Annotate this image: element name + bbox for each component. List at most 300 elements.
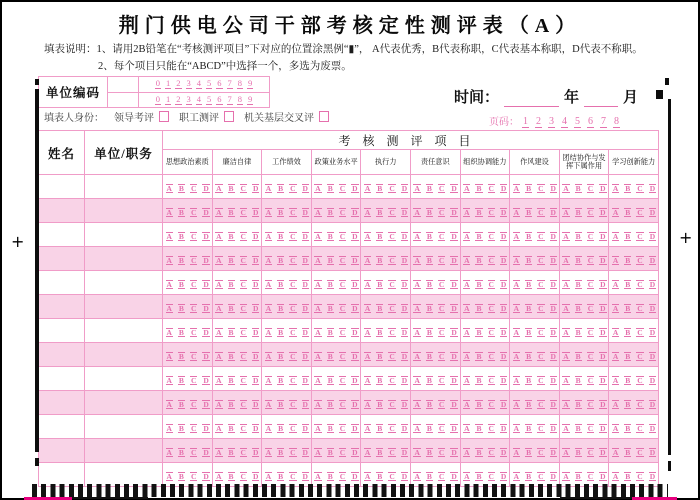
bubble-option-b[interactable]: B: [377, 255, 383, 265]
bubble-option-a[interactable]: A: [612, 423, 619, 433]
bubble-option-d[interactable]: D: [500, 303, 507, 313]
page-number-digit[interactable]: 5: [575, 116, 580, 127]
bubble-option-c[interactable]: C: [587, 471, 594, 481]
unit-code-digit[interactable]: 8: [237, 93, 242, 104]
bubble-option-b[interactable]: B: [526, 303, 532, 313]
bubble-option-c[interactable]: C: [538, 423, 544, 433]
unit-code-digit[interactable]: 2: [176, 93, 181, 104]
name-cell[interactable]: [39, 175, 85, 199]
bubble-option-c[interactable]: C: [488, 471, 494, 481]
unit-cell[interactable]: [85, 415, 163, 439]
bubble-option-b[interactable]: B: [575, 183, 581, 193]
bubble-option-b[interactable]: B: [575, 375, 581, 385]
bubble-option-c[interactable]: C: [190, 399, 197, 409]
bubble-option-c[interactable]: C: [488, 351, 494, 361]
bubble-option-c[interactable]: C: [290, 303, 296, 313]
bubble-option-a[interactable]: A: [563, 207, 569, 217]
bubble-option-d[interactable]: D: [252, 231, 259, 241]
bubble-option-d[interactable]: D: [252, 327, 259, 337]
bubble-option-d[interactable]: D: [203, 375, 209, 385]
bubble-option-a[interactable]: A: [414, 231, 420, 241]
bubble-option-a[interactable]: A: [612, 303, 619, 313]
bubble-option-b[interactable]: B: [625, 471, 631, 481]
bubble-option-d[interactable]: D: [451, 375, 457, 385]
bubble-option-c[interactable]: C: [339, 183, 346, 193]
bubble-option-d[interactable]: D: [302, 255, 308, 265]
bubble-option-c[interactable]: C: [290, 375, 296, 385]
bubble-option-c[interactable]: C: [240, 207, 246, 217]
bubble-option-c[interactable]: C: [438, 255, 445, 265]
bubble-option-b[interactable]: B: [575, 231, 581, 241]
unit-code-digit[interactable]: 0: [155, 78, 160, 89]
unit-code-digit[interactable]: 7: [227, 78, 232, 89]
bubble-option-a[interactable]: A: [315, 351, 321, 361]
bubble-option-b[interactable]: B: [575, 207, 581, 217]
bubble-option-c[interactable]: C: [488, 255, 494, 265]
bubble-option-a[interactable]: A: [414, 183, 420, 193]
bubble-option-b[interactable]: B: [426, 279, 432, 289]
bubble-option-c[interactable]: C: [587, 207, 594, 217]
bubble-option-d[interactable]: D: [401, 279, 408, 289]
bubble-option-c[interactable]: C: [637, 207, 643, 217]
bubble-option-c[interactable]: C: [587, 447, 594, 457]
bubble-option-a[interactable]: A: [364, 183, 371, 193]
bubble-option-c[interactable]: C: [389, 423, 395, 433]
bubble-option-b[interactable]: B: [625, 327, 631, 337]
bubble-option-d[interactable]: D: [451, 327, 457, 337]
unit-code-digit[interactable]: 3: [186, 93, 191, 104]
bubble-option-c[interactable]: C: [389, 399, 395, 409]
bubble-option-a[interactable]: A: [315, 471, 321, 481]
unit-code-digit[interactable]: 6: [217, 78, 222, 89]
bubble-option-c[interactable]: C: [587, 375, 594, 385]
bubble-option-d[interactable]: D: [252, 471, 259, 481]
bubble-option-a[interactable]: A: [414, 471, 420, 481]
bubble-option-b[interactable]: B: [426, 207, 432, 217]
bubble-option-c[interactable]: C: [587, 183, 594, 193]
bubble-option-b[interactable]: B: [476, 255, 482, 265]
bubble-option-c[interactable]: C: [438, 279, 445, 289]
bubble-option-a[interactable]: A: [513, 471, 520, 481]
bubble-option-c[interactable]: C: [290, 351, 296, 361]
bubble-option-c[interactable]: C: [637, 303, 643, 313]
bubble-option-a[interactable]: A: [265, 423, 272, 433]
bubble-option-b[interactable]: B: [377, 399, 383, 409]
bubble-option-d[interactable]: D: [302, 447, 308, 457]
filler-option-checkbox[interactable]: [159, 111, 169, 122]
bubble-option-c[interactable]: C: [637, 447, 643, 457]
bubble-option-a[interactable]: A: [315, 327, 321, 337]
bubble-option-a[interactable]: A: [265, 279, 272, 289]
bubble-option-d[interactable]: D: [302, 423, 308, 433]
bubble-option-a[interactable]: A: [315, 447, 321, 457]
bubble-option-b[interactable]: B: [426, 351, 432, 361]
bubble-option-c[interactable]: C: [339, 351, 346, 361]
bubble-option-b[interactable]: B: [625, 399, 631, 409]
bubble-option-a[interactable]: A: [612, 207, 619, 217]
bubble-option-d[interactable]: D: [451, 447, 457, 457]
bubble-option-d[interactable]: D: [302, 327, 308, 337]
unit-cell[interactable]: [85, 199, 163, 223]
bubble-option-b[interactable]: B: [625, 231, 631, 241]
bubble-option-c[interactable]: C: [190, 255, 197, 265]
bubble-option-a[interactable]: A: [364, 375, 371, 385]
bubble-option-c[interactable]: C: [290, 231, 296, 241]
bubble-option-c[interactable]: C: [240, 471, 246, 481]
bubble-option-a[interactable]: A: [166, 327, 172, 337]
bubble-option-b[interactable]: B: [178, 423, 184, 433]
bubble-option-b[interactable]: B: [228, 327, 234, 337]
bubble-option-b[interactable]: B: [327, 351, 333, 361]
bubble-option-c[interactable]: C: [488, 303, 494, 313]
bubble-option-c[interactable]: C: [389, 471, 395, 481]
bubble-option-d[interactable]: D: [500, 279, 507, 289]
bubble-option-d[interactable]: D: [649, 255, 656, 265]
bubble-option-d[interactable]: D: [203, 447, 209, 457]
bubble-option-b[interactable]: B: [178, 351, 184, 361]
bubble-option-b[interactable]: B: [228, 231, 234, 241]
page-number-digit[interactable]: 6: [588, 116, 593, 127]
bubble-option-d[interactable]: D: [352, 399, 358, 409]
bubble-option-b[interactable]: B: [377, 303, 383, 313]
bubble-option-b[interactable]: B: [625, 447, 631, 457]
bubble-option-d[interactable]: D: [550, 231, 556, 241]
bubble-option-a[interactable]: A: [513, 327, 520, 337]
bubble-option-c[interactable]: C: [488, 231, 494, 241]
bubble-option-c[interactable]: C: [240, 279, 246, 289]
bubble-option-b[interactable]: B: [625, 279, 631, 289]
bubble-option-d[interactable]: D: [500, 471, 507, 481]
bubble-option-b[interactable]: B: [327, 471, 333, 481]
bubble-option-b[interactable]: B: [426, 255, 432, 265]
bubble-option-b[interactable]: B: [377, 231, 383, 241]
bubble-option-d[interactable]: D: [401, 423, 408, 433]
name-cell[interactable]: [39, 343, 85, 367]
bubble-option-c[interactable]: C: [339, 375, 346, 385]
unit-code-digit[interactable]: 9: [248, 78, 253, 89]
bubble-option-d[interactable]: D: [401, 207, 408, 217]
bubble-option-c[interactable]: C: [290, 183, 296, 193]
bubble-option-c[interactable]: C: [438, 471, 445, 481]
name-cell[interactable]: [39, 271, 85, 295]
bubble-option-b[interactable]: B: [327, 303, 333, 313]
page-number-digit[interactable]: 1: [523, 116, 528, 127]
bubble-option-d[interactable]: D: [302, 207, 308, 217]
bubble-option-b[interactable]: B: [278, 255, 284, 265]
bubble-option-b[interactable]: B: [575, 303, 581, 313]
bubble-option-a[interactable]: A: [513, 255, 520, 265]
bubble-option-a[interactable]: A: [513, 207, 520, 217]
bubble-option-b[interactable]: B: [476, 471, 482, 481]
bubble-option-c[interactable]: C: [637, 399, 643, 409]
bubble-option-a[interactable]: A: [612, 471, 619, 481]
bubble-option-d[interactable]: D: [252, 279, 259, 289]
bubble-option-a[interactable]: A: [612, 279, 619, 289]
bubble-option-a[interactable]: A: [216, 207, 222, 217]
bubble-option-c[interactable]: C: [339, 255, 346, 265]
bubble-option-a[interactable]: A: [563, 399, 569, 409]
bubble-option-b[interactable]: B: [327, 255, 333, 265]
bubble-option-a[interactable]: A: [464, 303, 470, 313]
unit-code-write-in[interactable]: [108, 77, 139, 107]
bubble-option-d[interactable]: D: [352, 207, 358, 217]
bubble-option-a[interactable]: A: [464, 255, 470, 265]
bubble-option-b[interactable]: B: [476, 399, 482, 409]
bubble-option-b[interactable]: B: [228, 447, 234, 457]
bubble-option-b[interactable]: B: [526, 399, 532, 409]
bubble-option-c[interactable]: C: [587, 327, 594, 337]
bubble-option-d[interactable]: D: [550, 375, 556, 385]
bubble-option-d[interactable]: D: [500, 327, 507, 337]
bubble-option-a[interactable]: A: [166, 399, 172, 409]
bubble-option-c[interactable]: C: [538, 207, 544, 217]
bubble-option-a[interactable]: A: [315, 231, 321, 241]
bubble-option-a[interactable]: A: [166, 471, 172, 481]
bubble-option-a[interactable]: A: [216, 351, 222, 361]
name-cell[interactable]: [39, 463, 85, 487]
bubble-option-d[interactable]: D: [352, 327, 358, 337]
bubble-option-c[interactable]: C: [389, 255, 395, 265]
bubble-option-c[interactable]: C: [438, 423, 445, 433]
bubble-option-a[interactable]: A: [464, 447, 470, 457]
bubble-option-d[interactable]: D: [600, 207, 606, 217]
bubble-option-c[interactable]: C: [637, 471, 643, 481]
bubble-option-b[interactable]: B: [526, 183, 532, 193]
bubble-option-b[interactable]: B: [426, 471, 432, 481]
month-input-line[interactable]: [584, 91, 618, 107]
bubble-option-b[interactable]: B: [178, 231, 184, 241]
bubble-option-b[interactable]: B: [178, 375, 184, 385]
bubble-option-a[interactable]: A: [364, 255, 371, 265]
bubble-option-c[interactable]: C: [240, 183, 246, 193]
bubble-option-a[interactable]: A: [414, 327, 420, 337]
bubble-option-d[interactable]: D: [600, 471, 606, 481]
bubble-option-c[interactable]: C: [438, 399, 445, 409]
bubble-option-d[interactable]: D: [550, 327, 556, 337]
bubble-option-d[interactable]: D: [302, 231, 308, 241]
bubble-option-a[interactable]: A: [464, 375, 470, 385]
page-number-digit[interactable]: 8: [614, 116, 619, 127]
bubble-option-a[interactable]: A: [265, 303, 272, 313]
bubble-option-a[interactable]: A: [265, 231, 272, 241]
bubble-option-d[interactable]: D: [500, 255, 507, 265]
page-number-digit[interactable]: 7: [601, 116, 606, 127]
bubble-option-a[interactable]: A: [364, 423, 371, 433]
bubble-option-b[interactable]: B: [377, 327, 383, 337]
bubble-option-b[interactable]: B: [526, 351, 532, 361]
bubble-option-c[interactable]: C: [438, 375, 445, 385]
bubble-option-d[interactable]: D: [302, 183, 308, 193]
unit-code-digit[interactable]: 3: [186, 78, 191, 89]
bubble-option-c[interactable]: C: [538, 279, 544, 289]
bubble-option-d[interactable]: D: [550, 207, 556, 217]
bubble-option-a[interactable]: A: [612, 375, 619, 385]
bubble-option-c[interactable]: C: [190, 375, 197, 385]
bubble-option-b[interactable]: B: [278, 279, 284, 289]
bubble-option-c[interactable]: C: [538, 255, 544, 265]
unit-code-digit[interactable]: 8: [237, 78, 242, 89]
bubble-option-b[interactable]: B: [426, 423, 432, 433]
bubble-option-b[interactable]: B: [278, 471, 284, 481]
bubble-option-a[interactable]: A: [563, 327, 569, 337]
unit-cell[interactable]: [85, 439, 163, 463]
bubble-option-d[interactable]: D: [550, 255, 556, 265]
bubble-option-d[interactable]: D: [550, 399, 556, 409]
bubble-option-c[interactable]: C: [290, 207, 296, 217]
unit-code-digit[interactable]: 4: [196, 93, 201, 104]
bubble-option-a[interactable]: A: [464, 471, 470, 481]
bubble-option-c[interactable]: C: [438, 303, 445, 313]
bubble-option-a[interactable]: A: [563, 255, 569, 265]
bubble-option-b[interactable]: B: [526, 279, 532, 289]
bubble-option-c[interactable]: C: [488, 183, 494, 193]
bubble-option-c[interactable]: C: [538, 399, 544, 409]
bubble-option-a[interactable]: A: [563, 471, 569, 481]
bubble-option-c[interactable]: C: [339, 279, 346, 289]
name-cell[interactable]: [39, 367, 85, 391]
bubble-option-b[interactable]: B: [625, 207, 631, 217]
bubble-option-d[interactable]: D: [500, 399, 507, 409]
bubble-option-c[interactable]: C: [438, 351, 445, 361]
page-number-digit[interactable]: 3: [549, 116, 554, 127]
bubble-option-d[interactable]: D: [600, 231, 606, 241]
bubble-option-d[interactable]: D: [302, 471, 308, 481]
bubble-option-b[interactable]: B: [426, 183, 432, 193]
bubble-option-d[interactable]: D: [352, 279, 358, 289]
bubble-option-a[interactable]: A: [265, 375, 272, 385]
bubble-option-c[interactable]: C: [240, 399, 246, 409]
unit-code-digit[interactable]: 5: [207, 93, 212, 104]
bubble-option-c[interactable]: C: [637, 423, 643, 433]
bubble-option-a[interactable]: A: [464, 231, 470, 241]
bubble-option-a[interactable]: A: [612, 327, 619, 337]
bubble-option-b[interactable]: B: [625, 423, 631, 433]
bubble-option-a[interactable]: A: [216, 447, 222, 457]
bubble-option-a[interactable]: A: [364, 303, 371, 313]
bubble-option-a[interactable]: A: [513, 375, 520, 385]
bubble-option-b[interactable]: B: [625, 255, 631, 265]
bubble-option-d[interactable]: D: [352, 423, 358, 433]
bubble-option-c[interactable]: C: [290, 399, 296, 409]
bubble-option-d[interactable]: D: [352, 375, 358, 385]
bubble-option-b[interactable]: B: [327, 279, 333, 289]
bubble-option-d[interactable]: D: [302, 279, 308, 289]
bubble-option-a[interactable]: A: [464, 327, 470, 337]
bubble-option-c[interactable]: C: [290, 471, 296, 481]
bubble-option-d[interactable]: D: [203, 471, 209, 481]
bubble-option-a[interactable]: A: [166, 447, 172, 457]
bubble-option-d[interactable]: D: [600, 327, 606, 337]
bubble-option-b[interactable]: B: [228, 375, 234, 385]
bubble-option-a[interactable]: A: [265, 255, 272, 265]
bubble-option-b[interactable]: B: [526, 207, 532, 217]
bubble-option-a[interactable]: A: [216, 255, 222, 265]
bubble-option-a[interactable]: A: [513, 399, 520, 409]
bubble-option-b[interactable]: B: [278, 231, 284, 241]
bubble-option-c[interactable]: C: [190, 327, 197, 337]
bubble-option-a[interactable]: A: [216, 375, 222, 385]
bubble-option-b[interactable]: B: [327, 447, 333, 457]
bubble-option-b[interactable]: B: [377, 279, 383, 289]
bubble-option-b[interactable]: B: [526, 471, 532, 481]
bubble-option-d[interactable]: D: [352, 471, 358, 481]
bubble-option-b[interactable]: B: [228, 279, 234, 289]
bubble-option-a[interactable]: A: [364, 471, 371, 481]
bubble-option-c[interactable]: C: [389, 447, 395, 457]
bubble-option-b[interactable]: B: [228, 207, 234, 217]
bubble-option-b[interactable]: B: [625, 183, 631, 193]
bubble-option-a[interactable]: A: [464, 399, 470, 409]
bubble-option-a[interactable]: A: [166, 279, 172, 289]
bubble-option-d[interactable]: D: [401, 183, 408, 193]
bubble-option-d[interactable]: D: [451, 207, 457, 217]
bubble-option-d[interactable]: D: [451, 183, 457, 193]
bubble-option-a[interactable]: A: [464, 423, 470, 433]
bubble-option-c[interactable]: C: [240, 351, 246, 361]
bubble-option-c[interactable]: C: [538, 183, 544, 193]
bubble-option-d[interactable]: D: [649, 279, 656, 289]
year-input-line[interactable]: [504, 91, 559, 107]
bubble-option-c[interactable]: C: [389, 327, 395, 337]
bubble-option-b[interactable]: B: [377, 207, 383, 217]
unit-cell[interactable]: [85, 247, 163, 271]
bubble-option-d[interactable]: D: [203, 303, 209, 313]
bubble-option-a[interactable]: A: [563, 375, 569, 385]
bubble-option-b[interactable]: B: [625, 351, 631, 361]
unit-cell[interactable]: [85, 271, 163, 295]
unit-cell[interactable]: [85, 343, 163, 367]
bubble-option-a[interactable]: A: [315, 207, 321, 217]
bubble-option-a[interactable]: A: [563, 183, 569, 193]
bubble-option-d[interactable]: D: [252, 183, 259, 193]
bubble-option-b[interactable]: B: [178, 279, 184, 289]
bubble-option-a[interactable]: A: [414, 399, 420, 409]
bubble-option-c[interactable]: C: [290, 327, 296, 337]
bubble-option-c[interactable]: C: [240, 423, 246, 433]
bubble-option-c[interactable]: C: [488, 279, 494, 289]
bubble-option-d[interactable]: D: [451, 423, 457, 433]
bubble-option-b[interactable]: B: [476, 231, 482, 241]
bubble-option-b[interactable]: B: [575, 255, 581, 265]
name-cell[interactable]: [39, 415, 85, 439]
bubble-option-b[interactable]: B: [327, 399, 333, 409]
bubble-option-b[interactable]: B: [476, 375, 482, 385]
bubble-option-b[interactable]: B: [278, 351, 284, 361]
bubble-option-d[interactable]: D: [302, 399, 308, 409]
bubble-option-a[interactable]: A: [216, 327, 222, 337]
bubble-option-b[interactable]: B: [426, 303, 432, 313]
bubble-option-d[interactable]: D: [352, 447, 358, 457]
unit-code-digit[interactable]: 9: [248, 93, 253, 104]
bubble-option-b[interactable]: B: [476, 447, 482, 457]
bubble-option-d[interactable]: D: [252, 423, 259, 433]
bubble-option-b[interactable]: B: [278, 423, 284, 433]
bubble-option-c[interactable]: C: [538, 375, 544, 385]
bubble-option-d[interactable]: D: [600, 255, 606, 265]
unit-cell[interactable]: [85, 223, 163, 247]
bubble-option-b[interactable]: B: [476, 351, 482, 361]
unit-cell[interactable]: [85, 463, 163, 487]
bubble-option-d[interactable]: D: [600, 303, 606, 313]
bubble-option-b[interactable]: B: [327, 375, 333, 385]
bubble-option-b[interactable]: B: [476, 279, 482, 289]
bubble-option-d[interactable]: D: [401, 255, 408, 265]
page-number-digit[interactable]: 4: [562, 116, 567, 127]
bubble-option-c[interactable]: C: [587, 231, 594, 241]
bubble-option-b[interactable]: B: [526, 327, 532, 337]
bubble-option-b[interactable]: B: [178, 327, 184, 337]
bubble-option-d[interactable]: D: [500, 183, 507, 193]
